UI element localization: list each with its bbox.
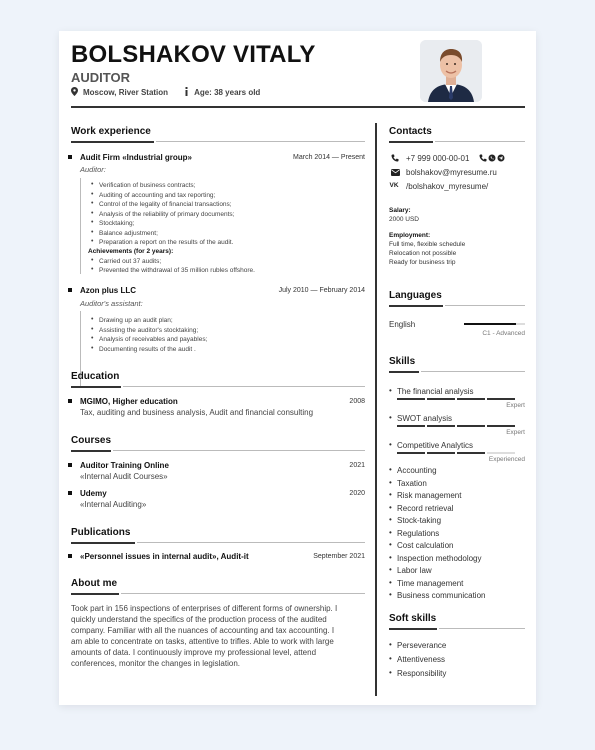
duty-item: • Auditing of accounting and tax reporting;	[91, 192, 215, 199]
skill-level-label: Expert	[506, 429, 525, 436]
duty-item: • Verification of business contracts;	[91, 182, 195, 189]
skill-item: • Risk management	[389, 491, 461, 500]
soft-skill-item: • Perseverance	[389, 641, 446, 650]
course-name: «Internal Auditing»	[80, 500, 147, 509]
section-underline	[389, 141, 433, 143]
soft-skill-item: • Attentiveness	[389, 655, 445, 664]
skill-level-label: Expert	[506, 402, 525, 409]
vk-icon: VK	[389, 182, 399, 189]
section-underline	[389, 628, 437, 630]
skill-item: • Inspection methodology	[389, 554, 482, 563]
candidate-role: AUDITOR	[71, 70, 130, 85]
section-rule	[113, 450, 365, 451]
skill-item: • Stock-taking	[389, 516, 441, 525]
skill-level-segment	[397, 398, 425, 400]
skill-level-segment	[457, 452, 485, 454]
employment-item: Relocation not possible	[389, 250, 457, 257]
map-pin-icon	[71, 87, 78, 98]
employment-item: Full time, flexible schedule	[389, 241, 466, 248]
resume-sheet	[59, 31, 536, 705]
rated-skill-name: • The financial analysis	[389, 387, 473, 396]
duty-item: • Preparation a report on the results of the audit.	[91, 239, 233, 246]
section-rule	[123, 386, 365, 387]
about-line: company. Familiar with all the nuances of accounting and tax accounting. I	[71, 626, 335, 635]
publication-title: «Personnel issues in internal audit», Audit-it	[80, 552, 249, 561]
publication-date: September 2021	[313, 553, 365, 560]
candidate-name: BOLSHAKOV VITALY	[71, 41, 316, 68]
info-icon	[184, 87, 189, 98]
section-rule	[421, 371, 525, 372]
skill-item: • Business communication	[389, 591, 485, 600]
duty-item: • Control of the legality of financial transactions;	[91, 201, 232, 208]
about-line: conferences, monitor the changes in legislation.	[71, 659, 240, 668]
skill-item: • Record retrieval	[389, 504, 453, 513]
section-underline	[71, 593, 119, 595]
duty-item: • Analysis of receivables and payables;	[91, 336, 207, 343]
section-underline	[71, 141, 154, 143]
skill-level-segment	[487, 425, 515, 427]
section-title-languages: Languages	[389, 290, 442, 301]
skill-level-bars	[397, 398, 515, 400]
section-rule	[156, 141, 365, 142]
section-title-skills: Skills	[389, 356, 416, 367]
duty-item: • Assisting the auditor's stocktaking;	[91, 327, 198, 334]
course-title: Auditor Training Online	[80, 461, 169, 470]
section-title-publications: Publications	[71, 527, 131, 538]
job-position: Auditor's assistant:	[80, 299, 143, 308]
language-level-bar	[464, 323, 525, 325]
skill-level-segment	[427, 452, 455, 454]
section-rule	[121, 593, 365, 594]
section-underline	[389, 371, 419, 373]
language-level-fill	[464, 323, 516, 325]
telegram-icon[interactable]	[496, 154, 506, 164]
language-level: C1 - Advanced	[482, 330, 525, 337]
about-line: am able to concentrate on tasks, attentive to trifles. Able to work with large	[71, 637, 334, 646]
skill-level-bars	[397, 425, 515, 427]
course-title: Udemy	[80, 489, 107, 498]
header-meta	[71, 87, 260, 98]
skill-level-label: Experienced	[488, 456, 525, 463]
phone-icon	[390, 154, 400, 164]
salary-value: 2000 USD	[389, 216, 419, 223]
skill-level-bars	[397, 452, 515, 454]
column-divider	[375, 123, 377, 696]
section-rule	[445, 305, 525, 306]
achievements-title: Achievements (for 2 years):	[88, 248, 174, 255]
section-underline	[389, 305, 443, 307]
skill-item: • Labor law	[389, 566, 432, 575]
skill-level-segment	[427, 398, 455, 400]
course-name: «Internal Audit Courses»	[80, 472, 168, 481]
duty-item: • Drawing up an audit plan;	[91, 317, 173, 324]
section-rule	[137, 542, 365, 543]
skill-level-segment	[487, 398, 515, 400]
section-title-soft-skills: Soft skills	[389, 613, 437, 624]
about-line: Took part in 156 inspections of enterprises of different forms of ownership. I	[71, 604, 338, 613]
contact-vk[interactable]: /bolshakov_myresume/	[406, 182, 489, 191]
salary-label: Salary:	[389, 207, 411, 214]
section-title-education: Education	[71, 371, 120, 382]
job-timeline	[80, 178, 81, 274]
duty-item: • Documenting results of the audit .	[91, 346, 196, 353]
header-divider	[71, 106, 525, 108]
education-year: 2008	[349, 398, 365, 405]
section-underline	[71, 450, 111, 452]
course-year: 2020	[349, 490, 365, 497]
job-position: Auditor:	[80, 165, 106, 174]
about-line: amounts of data. I continuously improve my professional level, attend	[71, 648, 317, 657]
section-underline	[71, 386, 121, 388]
duty-item: • Balance adjustment;	[91, 230, 158, 237]
skill-item: • Cost calculation	[389, 541, 453, 550]
education-school: MGIMO, Higher education	[80, 397, 178, 406]
achievement-item: • Prevented the withdrawal of 35 million rubles offshore.	[91, 267, 255, 274]
skill-item: • Taxation	[389, 479, 427, 488]
duty-item: • Stocktaking;	[91, 220, 134, 227]
language-name: English	[389, 320, 416, 329]
skill-item: • Regulations	[389, 529, 439, 538]
skill-level-segment	[397, 452, 425, 454]
section-rule	[435, 141, 525, 142]
skill-item: • Time management	[389, 579, 463, 588]
age-text: Age: 38 years old	[194, 88, 261, 97]
rated-skill-name: • Competitive Analytics	[389, 441, 473, 450]
skill-level-segment	[397, 425, 425, 427]
job-company: Azon plus LLC	[80, 286, 136, 295]
skill-level-segment	[457, 398, 485, 400]
duty-item: • Analysis of the reliability of primary documents;	[91, 211, 234, 218]
soft-skill-item: • Responsibility	[389, 669, 446, 678]
skill-level-segment	[457, 425, 485, 427]
section-title-courses: Courses	[71, 435, 112, 446]
employment-item: Ready for business trip	[389, 259, 456, 266]
contact-email[interactable]: bolshakov@myresume.ru	[406, 168, 497, 177]
about-line: quickly understand the specifics of the production process of the audited	[71, 615, 327, 624]
rated-skill-name: • SWOT analysis	[389, 414, 452, 423]
employment-label: Employment:	[389, 232, 431, 239]
section-underline	[71, 542, 135, 544]
skill-item: • Accounting	[389, 466, 437, 475]
job-dates: March 2014 — Present	[293, 154, 365, 161]
skill-level-segment	[427, 425, 455, 427]
job-dates: July 2010 — February 2014	[278, 287, 365, 294]
achievement-item: • Carried out 37 audits;	[91, 258, 161, 265]
section-title-work: Work experience	[71, 126, 151, 137]
contact-phone[interactable]: +7 999 000-00-01	[406, 154, 470, 163]
course-year: 2021	[349, 462, 365, 469]
skill-level-segment	[487, 452, 515, 454]
envelope-icon	[390, 169, 400, 178]
section-rule	[439, 628, 525, 629]
section-title-about: About me	[71, 578, 118, 589]
section-title-contacts: Contacts	[389, 126, 432, 137]
job-company: Audit Firm «Industrial group»	[80, 153, 193, 162]
profile-photo	[420, 40, 482, 102]
location-text: Moscow, River Station	[83, 88, 169, 97]
education-details: Tax, auditing and business analysis, Audit and financial consulting	[80, 408, 314, 417]
